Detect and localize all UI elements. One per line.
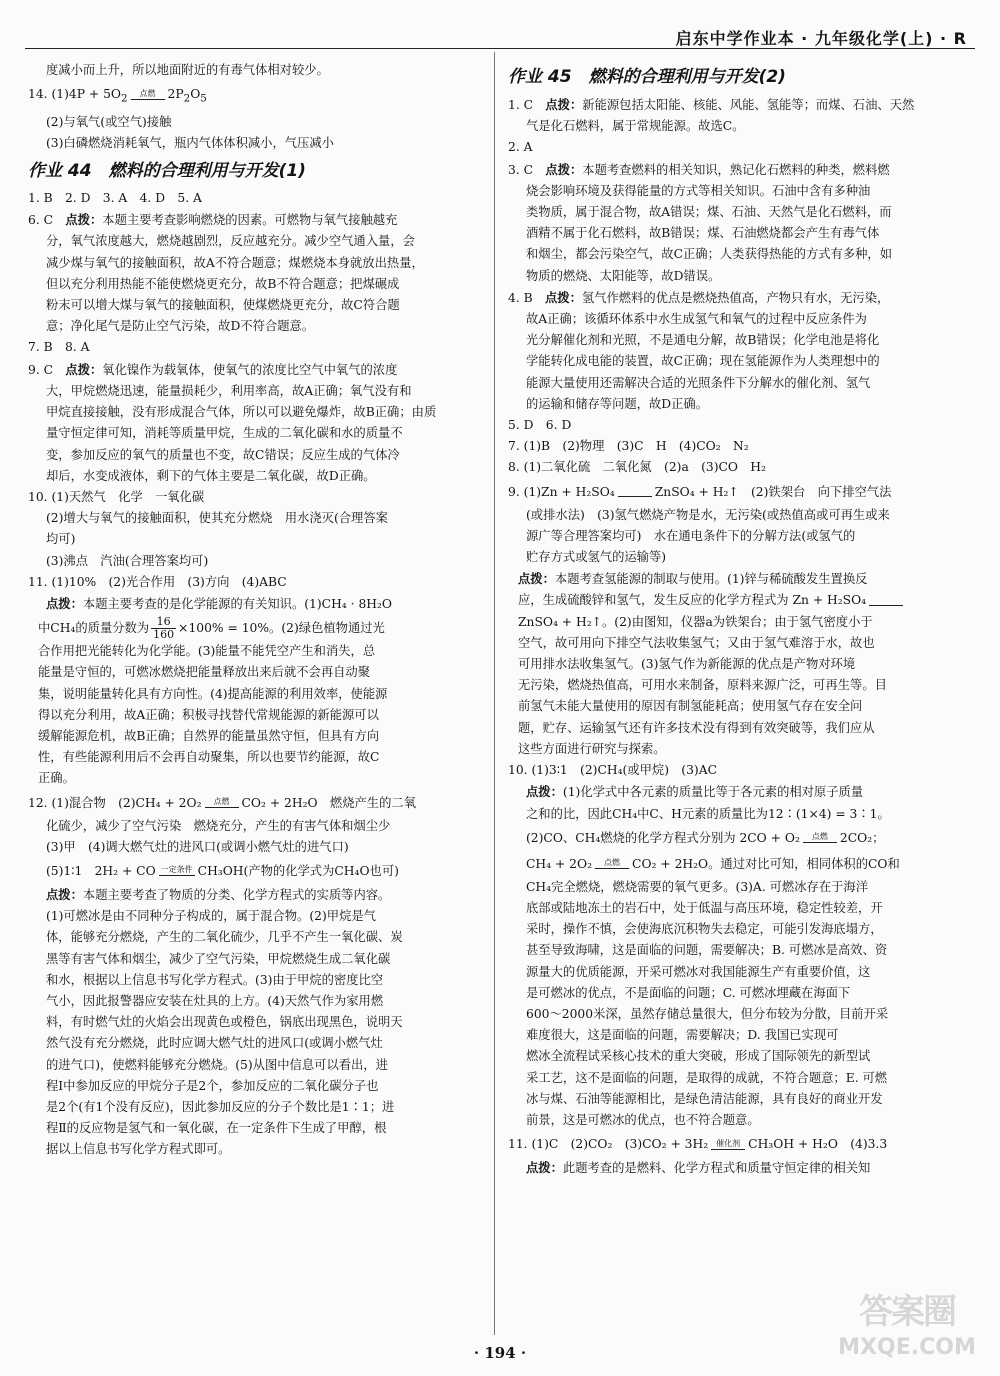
fraction: $\frac{16}{160}$ bbox=[153, 615, 175, 642]
answer-q12: 12. (1)混合物 (2)CH₄ + 2O₂ 点燃 CO₂ + 2H₂O 燃烧产生的二氧 bbox=[28, 795, 416, 810]
answer-line: 1. B 2. D 3. A 4. D 5. A bbox=[28, 191, 202, 206]
answer-line: 前氢气未能大量使用的原因有制氢能耗高；使用氢气存在安全问 bbox=[518, 699, 863, 714]
answer-q12-note: 点拨：本题主要考查了物质的分类、化学方程式的实质等内容。 bbox=[46, 886, 391, 902]
right-column bbox=[508, 60, 968, 1330]
reaction-arrow: 点燃 bbox=[205, 798, 239, 808]
page-number: · 194 · bbox=[473, 1344, 527, 1362]
answer-line: 气小，因此报警器应安装在灶具的上方。(4)天然气作为家用燃 bbox=[46, 993, 384, 1008]
answer-line: 然气没有充分燃烧，此时应调大燃气灶的进风口(或调小燃气灶 bbox=[46, 1036, 383, 1051]
answer-line: (3)白磷燃烧消耗氧气，瓶内气体体积减小，气压减小 bbox=[46, 135, 334, 150]
answer-line: 的进气口)，使燃料能够充分燃烧。(5)从图中信息可以看出，进 bbox=[46, 1057, 388, 1072]
page-header bbox=[25, 26, 975, 49]
answer-line: (3)沸点 汽油(合理答案均可) bbox=[46, 553, 209, 568]
answer-line: 但以充分利用热能不能使燃烧更充分，故B不符合题意；把煤碾成 bbox=[46, 276, 400, 291]
answer-line: 故A正确；该循环体系中水生成氢气和氧气的过程中反应条件为 bbox=[526, 312, 867, 327]
answer-line: 是可燃冰的优点，不是面临的问题；C. 可燃冰埋藏在海面下 bbox=[526, 985, 851, 1000]
answer-line: 性，有些能源利用后不会再自动聚集，所以也要节约能源，故C bbox=[38, 750, 380, 765]
answer-line: 量守恒定律可知，消耗等质量甲烷，生成的二氧化碳和水的质量不 bbox=[46, 426, 403, 441]
answer-line: 空气，故可用向下排空气法收集氢气；又由于氢气难溶于水，故也 bbox=[518, 635, 875, 650]
answer-line: 源量大的优质能源，开采可燃冰对我国能源生产有重要价值，这 bbox=[526, 964, 871, 979]
answer-q14: 14. $(1)4P + 5O_2$ 点燃 $2P_2O_5$ bbox=[28, 87, 207, 105]
answer-line: 前景，这是可燃冰的优点，也不符合题意。 bbox=[526, 1112, 760, 1127]
answer-line: 合作用把光能转化为化学能。(3)能量不能凭空产生和消失，总 bbox=[38, 644, 376, 659]
answer-line: 能量是守恒的，可燃冰燃烧把能量释放出来后就不会再自动聚 bbox=[38, 665, 371, 680]
answer-line: 贮存方式或氢气的运输等) bbox=[526, 550, 667, 565]
answer-line: 物质的燃烧、太阳能等，故D错误。 bbox=[526, 268, 721, 283]
answer-line: CH₄完全燃烧，燃烧需要的氧气更多。(3)A. 可燃冰存在于海洋 bbox=[526, 879, 869, 894]
answer-q12-5: (5)1∶1 2H₂ + CO 一定条件 CH₃OH(产物的化学式为CH₄O也可) bbox=[46, 863, 399, 878]
answer-line: 11. (1)10% (2)光合作用 (3)方向 (4)ABC bbox=[28, 574, 287, 589]
section-title-44: 作业 44 燃料的合理利用与开发(1) bbox=[28, 161, 306, 182]
answer-line: 缓解能源危机，故B正确；自然界的能量虽然守恒，但具有方向 bbox=[38, 728, 380, 743]
header-title: 启东中学作业本 · 九年级化学(上) · R bbox=[675, 29, 967, 48]
answer-line: 可用排水法收集氢气。(3)氢气作为新能源的优点是产物对环境 bbox=[518, 657, 856, 672]
answer-q9-eq: 应，生成硫酸锌和氢气，发生反应的化学方程式为 Zn + H₂SO₄ bbox=[508, 590, 968, 611]
answer-line: 7. B 8. A bbox=[28, 340, 90, 355]
answer-line: 得以充分利用，故A正确；积极寻找替代常规能源的新能源可以 bbox=[38, 707, 379, 722]
answer-line: 甚至导致海啸，这是面临的问题，需要解决；B. 可燃冰是高效、资 bbox=[526, 943, 888, 958]
answer-line: 均可) bbox=[46, 532, 76, 547]
reaction-arrow: 点燃 bbox=[595, 859, 629, 869]
answer-q3: 3. C 点拨：本题考查燃料的相关知识，熟记化石燃料的种类，燃料燃 bbox=[508, 161, 890, 177]
reaction-arrow: 点燃 bbox=[131, 90, 165, 100]
reaction-arrow bbox=[869, 596, 903, 606]
column-divider bbox=[494, 52, 495, 1335]
answer-q4: 4. B 点拨：氢气作燃料的优点是燃烧热值高，产物只有水，无污染， bbox=[508, 289, 890, 305]
answer-line: 2. A bbox=[508, 140, 533, 155]
answer-line: 却后，水变成液体，剩下的气体主要是二氧化碳，故D正确。 bbox=[46, 468, 376, 483]
answer-line: 10. (1)3∶1 (2)CH₄(或甲烷) (3)AC bbox=[508, 763, 717, 778]
answer-line: 采时，操作不慎，会使海底沉积物失去稳定，可能引发海底塌方， bbox=[526, 922, 883, 937]
answer-line: 8. (1)二氧化硫 二氧化氮 (2)a (3)CO H₂ bbox=[508, 460, 766, 475]
answer-line: 黑等有害气体和烟尘，减少了空气污染，甲烷燃烧生成二氧化碳 bbox=[46, 951, 391, 966]
answer-line: 程Ⅱ的反应物是氢气和一氧化碳，在一定条件下生成了甲醇，根 bbox=[46, 1121, 387, 1136]
answer-line: 减少煤与氧气的接触面积，故A不符合题意；煤燃烧本身就放出热量， bbox=[46, 255, 424, 270]
answer-q11-note: 点拨：本题主要考查的是化学能源的有关知识。(1)CH₄ · 8H₂O bbox=[46, 595, 393, 611]
answer-line: 烧会影响环境及获得能量的方式等相关知识。石油中含有多种油 bbox=[526, 183, 871, 198]
answer-line: 底部或陆地冻土的岩石中，处于低温与高压环境，稳定性较差，开 bbox=[526, 900, 883, 915]
answer-q10-eq2: CH₄ + 2O₂ 点燃 CO₂ + 2H₂O。通过对比可知，相同体积的CO和 bbox=[526, 856, 900, 871]
section-title-45: 作业 45 燃料的合理利用与开发(2) bbox=[508, 67, 786, 87]
answer-line: 变，参加反应的氧气的质量也不变，故C错误；反应生成的气体冷 bbox=[46, 447, 400, 462]
answer-line: 之和的比，因此CH₄中C、H元素的质量比为12∶(1×4) = 3∶1。 bbox=[526, 806, 890, 821]
answer-line: 10. (1)天然气 化学 一氧化碳 bbox=[28, 489, 205, 504]
answer-line: 和烟尘，都会污染空气，故C正确；人类获得热能的方式有多种，如 bbox=[526, 247, 893, 262]
left-column bbox=[28, 60, 488, 1330]
answer-line: 气是化石燃料，属于常规能源。故选C。 bbox=[526, 119, 745, 134]
answer-line: 源广等合理答案均可) 水在通电条件下的分解方法(或氢气的 bbox=[526, 528, 856, 543]
answer-line: 的运输和储存等问题，故D正确。 bbox=[526, 396, 709, 411]
answer-line: 和水，根据以上信息书写化学方程式。(3)由于甲烷的密度比空 bbox=[46, 972, 384, 987]
answer-line: 类物质，属于混合物，故A错误；煤、石油、天然气是化石燃料，而 bbox=[526, 205, 892, 220]
answer-q9-note: 点拨：本题考查氢能源的制取与使用。(1)锌与稀硫酸发生置换反 bbox=[518, 571, 868, 587]
answer-line: 甲烷直接接触，没有形成混合气体，所以可以避免爆炸，故B正确；由质 bbox=[46, 405, 437, 420]
answer-q11: 11. (1)C (2)CO₂ (3)CO₂ + 3H₂ 催化剂 CH₃OH + H₂O (4)3.3 bbox=[508, 1137, 888, 1152]
answer-line: ZnSO₄ + H₂↑。(2)由图知，仪器a为铁架台；由于氢气密度小于 bbox=[518, 614, 873, 629]
answer-line: 粉末可以增大煤与氧气的接触面积，使煤燃烧更充分，故C符合题 bbox=[46, 298, 400, 313]
answer-q9: 9. (1)Zn + H₂SO₄ ZnSO₄ + H₂↑ (2)铁架台 向下排空气法 bbox=[508, 484, 892, 499]
answer-line: 体，能够充分燃烧，产生的二氧化硫少，几乎不产生一氧化碳、炭 bbox=[46, 930, 403, 945]
answer-line: 分，氧气浓度越大，燃烧越剧烈，反应越充分。减少空气通入量，会 bbox=[46, 234, 415, 249]
answer-line: 化硫少，减少了空气污染 燃烧充分，产生的有害气体和烟尘少 bbox=[46, 818, 391, 833]
answer-line: 是2个(有1个没有反应)，因此参加反应的分子个数比是1∶1；进 bbox=[46, 1099, 395, 1114]
answer-line: 7. (1)B (2)物理 (3)C H (4)CO₂ N₂ bbox=[508, 439, 749, 454]
answer-line: (2)与氧气(或空气)接触 bbox=[46, 114, 172, 129]
answer-q6: 6. C 点拨：本题主要考查影响燃烧的因素。可燃物与氧气接触越充 bbox=[28, 212, 398, 228]
answer-line: 难度很大，这是面临的问题，需要解决；D. 我国已实现可 bbox=[526, 1028, 839, 1043]
watermark-url: MXQE.COM bbox=[838, 1335, 976, 1360]
answer-q10-eq1: (2)CO、CH₄燃烧的化学方程式分别为 2CO + O₂ 点燃 2CO₂； bbox=[526, 830, 885, 845]
answer-line: 冰与煤、石油等能源相比，是绿色清洁能源，具有良好的商业开发 bbox=[526, 1091, 883, 1106]
answer-line: (或排水法) (3)氢气燃烧产物是水，无污染(或热值高或可再生或来 bbox=[526, 507, 890, 522]
watermark-logo-text: 答案圈 bbox=[859, 1292, 955, 1332]
answer-line: 学能转化成电能的装置，故C正确；现在氢能源作为人类理想中的 bbox=[526, 354, 880, 369]
answer-line: 正确。 bbox=[38, 771, 75, 786]
answer-line: 这些方面进行研究与探索。 bbox=[518, 741, 666, 756]
answer-line: 题，贮存、运输氢气还有许多技术没有得到有效突破等，我们应从 bbox=[518, 720, 875, 735]
answer-line: 集，说明能量转化具有方向性。(4)提高能源的利用效率，使能源 bbox=[38, 686, 388, 701]
answer-line: 大，甲烷燃烧迅速，能量损耗少，利用率高，故A正确；氧气没有和 bbox=[46, 383, 412, 398]
watermark-logo bbox=[832, 1290, 982, 1370]
answer-line: 无污染，燃烧热值高，可用水来制备，原料来源广泛，可再生等。目 bbox=[518, 678, 887, 693]
answer-line: 度减小而上升，所以地面附近的有毒气体相对较少。 bbox=[46, 63, 329, 77]
answer-q10-note: 点拨：(1)化学式中各元素的质量比等于各元素的相对原子质量 bbox=[526, 784, 864, 800]
answer-line: 采工艺，这不是面临的问题，是取得的成就，不符合题意；E. 可燃 bbox=[526, 1070, 888, 1085]
answer-line: (2)增大与氧气的接触面积，使其充分燃烧 用水浇灭(合理答案 bbox=[46, 511, 388, 526]
answer-line: 酒精不属于化石燃料，故B错误；煤、石油燃烧都会产生有毒气体 bbox=[526, 226, 880, 241]
answer-q9: 9. C 点拨：氧化镍作为载氧体，使氧气的浓度比空气中氧气的浓度 bbox=[28, 361, 398, 377]
reaction-arrow: 催化剂 bbox=[711, 1140, 745, 1150]
answer-q1: 1. C 点拨：新能源包括太阳能、核能、风能、氢能等；而煤、石油、天然 bbox=[508, 97, 915, 112]
answer-line: (1)可燃冰是由不同种分子构成的，属于混合物。(2)甲烷是气 bbox=[46, 909, 376, 924]
reaction-arrow bbox=[618, 487, 652, 497]
answer-line: 5. D 6. D bbox=[508, 418, 572, 433]
answer-q11-fraction: 中CH₄的质量分数为 $\frac{16}{160}$ ×100% = 10%。(2)绿色植物通过光 bbox=[38, 615, 385, 642]
answer-line: 料，有时燃气灶的火焰会出现黄色或橙色，锅底出现黑色，说明天 bbox=[46, 1015, 403, 1030]
answer-q11-note: 点拨：此题考查的是燃料、化学方程式和质量守恒定律的相关知 bbox=[526, 1160, 871, 1176]
answer-line: 据以上信息书写化学方程式即可。 bbox=[46, 1142, 231, 1157]
reaction-arrow: 点燃 bbox=[803, 833, 837, 843]
reaction-arrow: 一定条件 bbox=[160, 865, 193, 875]
answer-line: 意；净化尾气是防止空气污染，故D不符合题意。 bbox=[46, 319, 315, 334]
answer-line: 燃冰全流程试采核心技术的重大突破，形成了国际领先的新型试 bbox=[526, 1049, 871, 1064]
answer-line: 程Ⅰ中参加反应的甲烷分子是2个，参加反应的二氧化碳分子也 bbox=[46, 1078, 379, 1093]
answer-line: 光分解催化剂和光照，不是通电分解，故B错误；化学电池是将化 bbox=[526, 333, 880, 348]
answer-line: 600～2000米深，虽然存储总量很大，但分布较为分散，目前开采 bbox=[526, 1006, 889, 1021]
answer-line: (3)甲 (4)调大燃气灶的进风口(或调小燃气灶的进气口) bbox=[46, 839, 349, 854]
answer-line: 能源大量使用还需解决合适的光照条件下分解水的催化剂、氢气 bbox=[526, 375, 871, 390]
